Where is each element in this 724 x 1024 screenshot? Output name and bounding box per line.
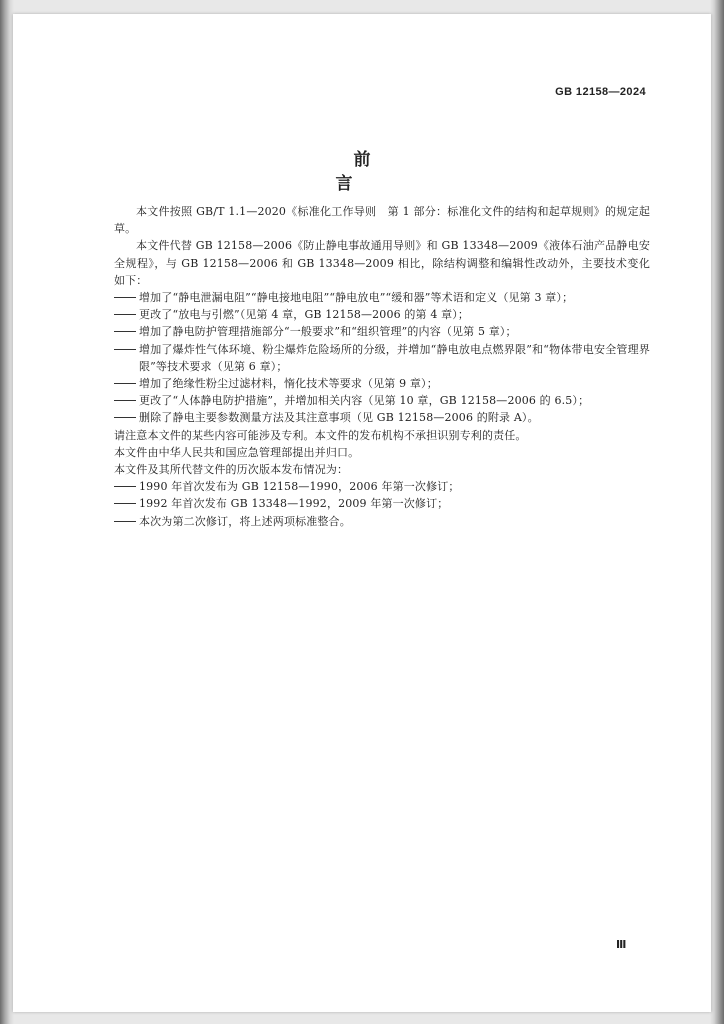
page-title: 前言	[335, 150, 407, 194]
dash-marker	[114, 331, 136, 332]
history-intro-paragraph: 本文件及其所代替文件的历次版本发布情况为：	[114, 463, 349, 477]
dash-marker	[114, 383, 136, 384]
list-item-text: 更改了“放电与引燃”（见第 4 章，GB 12158—2006 的第 4 章）；	[139, 308, 470, 322]
document-number: GB 12158—2024	[555, 86, 646, 98]
list-item-text: 增加了绝缘性粉尘过滤材料，惰化技术等要求（见第 9 章）；	[139, 377, 438, 391]
list-item-text: 增加了静电防护管理措施部分“一般要求”和“组织管理”的内容（见第 5 章）；	[139, 325, 517, 339]
patent-notice-paragraph: 请注意本文件的某些内容可能涉及专利。本文件的发布机构不承担识别专利的责任。	[114, 428, 527, 442]
list-item-text: 增加了爆炸性气体环境、粉尘爆炸危险场所的分级，并增加“静电放电点燃界限”和“物体带电安全管理界限”等技术要求（见第 6 章）；	[139, 342, 650, 373]
dash-marker	[114, 521, 136, 522]
list-item	[114, 306, 650, 323]
replacement-paragraph: 本文件代替 GB 12158—2006《防止静电事故通用导则》和 GB 13348—2009《液体石油产品静电安全规程》，与 GB 12158—2006 和 GB 13348—2009 相比，除结构调整和编辑性改动外，主要技术变化如下：	[114, 239, 650, 287]
dash-marker	[114, 314, 136, 315]
page-number: Ⅲ	[616, 938, 627, 951]
list-item-text: 删除了静电主要参数测量方法及其注意事项（见 GB 12158—2006 的附录 A）。	[139, 411, 539, 425]
list-item	[114, 341, 650, 375]
dash-marker	[114, 400, 136, 401]
dash-marker	[114, 417, 136, 418]
version-history-list	[114, 478, 650, 530]
dash-marker	[114, 486, 136, 487]
list-item	[114, 495, 650, 512]
list-item	[114, 289, 650, 306]
dash-marker	[114, 297, 136, 298]
list-item	[114, 375, 650, 392]
list-item	[114, 513, 650, 530]
technical-changes-list	[114, 289, 650, 427]
list-item-text: 更改了“人体静电防护措施”，并增加相关内容（见第 10 章，GB 12158—2006 的 6.5）；	[139, 394, 590, 408]
list-item-text: 1990 年首次发布为 GB 12158—1990，2006 年第一次修订；	[139, 480, 460, 494]
list-item-text: 本次为第二次修订，将上述两项标准整合。	[139, 514, 351, 528]
list-item	[114, 409, 650, 426]
drafting-rule-paragraph: 本文件按照 GB/T 1.1—2020《标准化工作导则 第 1 部分：标准化文件的结构和起草规则》的规定起草。	[114, 205, 650, 236]
list-item	[114, 392, 650, 409]
proposer-paragraph: 本文件由中华人民共和国应急管理部提出并归口。	[114, 445, 360, 459]
list-item	[114, 478, 650, 495]
list-item-text: 增加了“静电泄漏电阻”“静电接地电阻”“静电放电”“缓和器”等术语和定义（见第 3 章）；	[139, 291, 574, 305]
dash-marker	[114, 503, 136, 504]
preface-body	[114, 203, 650, 530]
list-item-text: 1992 年首次发布 GB 13348—1992，2009 年第一次修订；	[139, 497, 449, 511]
list-item	[114, 323, 650, 340]
dash-marker	[114, 349, 136, 350]
